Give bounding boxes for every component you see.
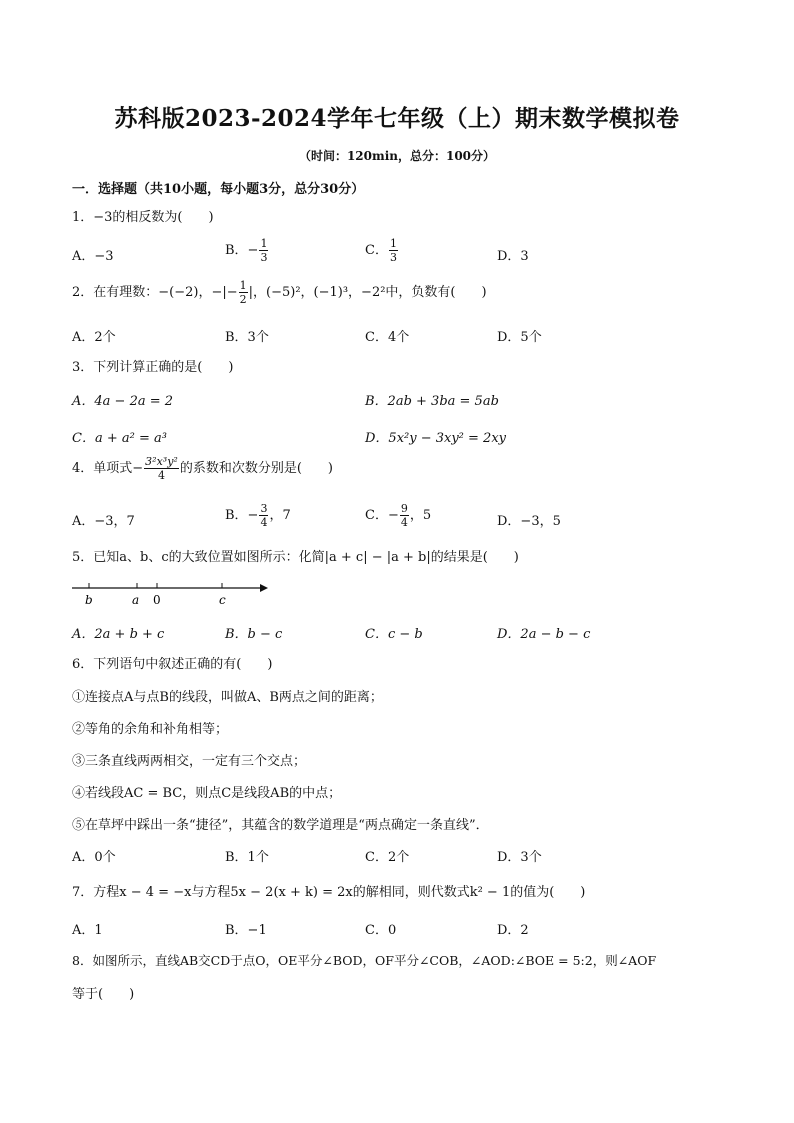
exam-info: （时间：120min，总分：100分） — [298, 149, 496, 163]
page-title: 苏科版2023-2024学年七年级（上）期末数学模拟卷 — [114, 105, 680, 132]
q1-option-b: B．− $\frac{1}{3}$ — [225, 237, 268, 264]
q6-statement-4: ④若线段AC = BC，则点C是线段AB的中点； — [72, 786, 342, 801]
q3-option-b: B．2ab + 3ba = 5ab — [365, 394, 499, 409]
q4-option-a: A．−3，7 — [72, 514, 135, 529]
q5-option-b: B．b − c — [225, 627, 283, 642]
q2-option-b: B．3个 — [225, 330, 269, 345]
question-8-stem-cont: 等于( ) — [72, 987, 135, 1002]
q7-option-a: A．1 — [72, 923, 103, 938]
question-5-stem: 5．已知a、b、c的大致位置如图所示：化简|a + c| − |a + b|的结果是( ) — [72, 550, 519, 565]
q5-option-d: D．2a − b − c — [497, 627, 591, 642]
q1-option-a: A．−3 — [72, 249, 114, 264]
q2-option-d: D．5个 — [497, 330, 542, 345]
question-2-stem: 2．在有理数：−(−2)，−|− $\frac{1}{2}$ |，(−5)²，(−1)³，−2²中，负数有( ) — [72, 279, 487, 306]
q5-option-c: C．c − b — [365, 627, 423, 642]
q2-option-a: A．2个 — [72, 330, 116, 345]
label-a: a — [132, 593, 140, 607]
question-1-stem: 1．−3的相反数为( ) — [72, 210, 214, 225]
q4-option-b: B．− $\frac{3}{4}$ ，7 — [225, 502, 291, 529]
arrow-head-icon — [260, 584, 268, 592]
label-zero: 0 — [153, 593, 161, 607]
q4-option-c: C．− $\frac{9}{4}$ ，5 — [365, 502, 432, 529]
q4-option-d: D．−3，5 — [497, 514, 561, 529]
label-c: c — [219, 593, 226, 607]
q5-option-a: A．2a + b + c — [72, 627, 165, 642]
question-8-stem: 8．如图所示，直线AB交CD于点O，OE平分∠BOD，OF平分∠COB，∠AOD:∠BOE = 5:2，则∠AOF — [72, 953, 657, 968]
q3-option-c: C．a + a² = a³ — [72, 431, 167, 446]
section-heading: 一．选择题（共10小题，每小题3分，总分30分） — [72, 182, 365, 197]
q7-option-c: C．0 — [365, 923, 397, 938]
q6-option-a: A．0个 — [72, 850, 116, 865]
question-7-stem: 7．方程x − 4 = −x与方程5x − 2(x + k) = 2x的解相同，则代数式k² − 1的值为( ) — [72, 885, 586, 900]
q6-option-d: D．3个 — [497, 850, 542, 865]
q3-option-d: D．5x²y − 3xy² = 2xy — [365, 431, 507, 446]
q3-option-a: A．4a − 2a = 2 — [72, 394, 174, 409]
q6-option-c: C．2个 — [365, 850, 410, 865]
q1-option-c: C． $\frac{1}{3}$ — [365, 237, 397, 264]
q6-statement-1: ①连接点A与点B的线段，叫做A、B两点之间的距离； — [72, 690, 383, 705]
q6-statement-3: ③三条直线两两相交，一定有三个交点； — [72, 754, 307, 769]
number-line-figure — [68, 578, 273, 608]
question-3-stem: 3．下列计算正确的是( ) — [72, 360, 234, 375]
q6-statement-2: ②等角的余角和补角相等； — [72, 722, 229, 737]
q7-option-b: B．−1 — [225, 923, 267, 938]
question-4-stem: 4．单项式− $\frac{\text{3²x³y²}}{4}$ 的系数和次数分别是( ) — [72, 455, 333, 482]
q7-option-d: D．2 — [497, 923, 529, 938]
q2-option-c: C．4个 — [365, 330, 410, 345]
label-b: b — [85, 593, 93, 607]
q6-statement-5: ⑤在草坪中踩出一条“捷径”，其蕴含的数学道理是“两点确定一条直线”． — [72, 818, 489, 833]
question-6-stem: 6．下列语句中叙述正确的有( ) — [72, 657, 273, 672]
q1-option-d: D．3 — [497, 249, 529, 264]
q6-option-b: B．1个 — [225, 850, 269, 865]
